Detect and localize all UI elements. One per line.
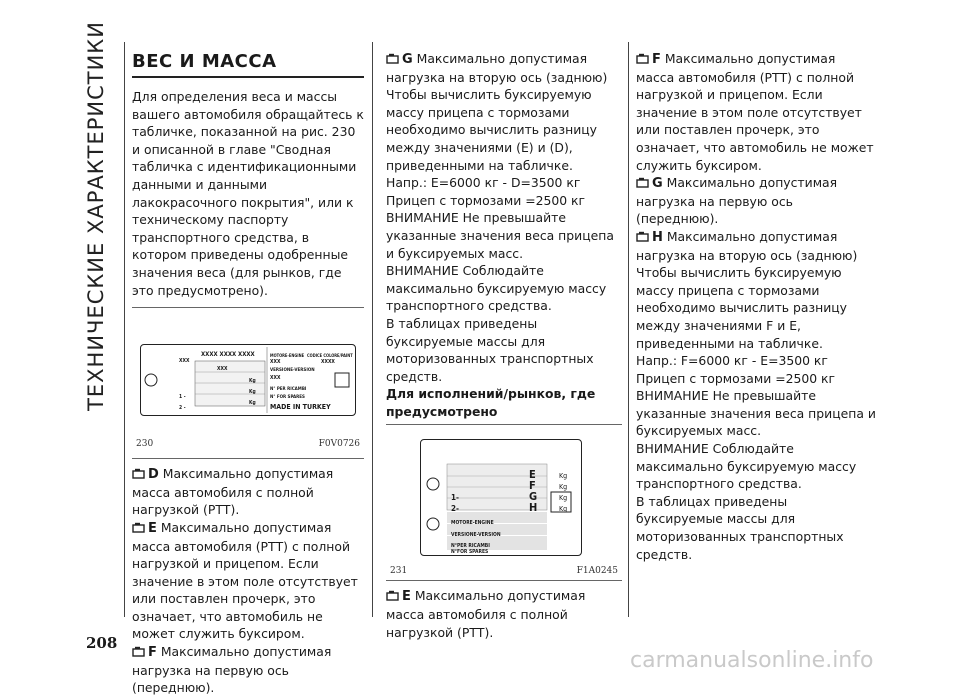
plate-bullet-icon <box>636 231 649 242</box>
id-plate-231 <box>420 439 582 556</box>
col1-item-list <box>132 465 364 697</box>
plate231-kg-4: Kg <box>559 505 568 514</box>
plate-field-item <box>132 465 364 519</box>
body-paragraph: Чтобы вычислить буксируемую массу прицепа с тормозами необходимо вычислить разницу между значениями (E) и (D), приведенными на табличке. <box>386 87 598 173</box>
plate-row-2: 2 - <box>179 405 186 412</box>
field-letter: E <box>402 589 411 605</box>
figure-231-caption <box>386 559 622 581</box>
field-letter: E <box>148 520 157 536</box>
figure-230 <box>132 308 364 458</box>
field-description: Максимально допустимая нагрузка на вторую ось (заднюю) <box>386 51 608 85</box>
field-letter: F <box>148 645 157 661</box>
field-letter: G <box>652 176 663 192</box>
page-number: 208 <box>86 634 118 652</box>
plate-field-item <box>386 587 622 641</box>
side-title-text: ТЕХНИЧЕСКИЕ ХАРАКТЕРИСТИКИ <box>84 21 109 411</box>
field-description: Максимально допустимая масса автомобиля с полной нагрузкой (РТТ). <box>386 588 586 640</box>
col2-paragraphs <box>386 86 622 385</box>
figure-230-caption <box>132 432 364 454</box>
margin-divider <box>124 42 125 617</box>
plate-field-item <box>636 228 876 264</box>
plate-codice: CODICE COLORE/PAINT <box>307 353 353 359</box>
plate-letter-H: H <box>529 501 538 515</box>
plate-code-top: XXXX XXXX XXXX <box>201 351 255 359</box>
plate-field-item <box>636 174 876 228</box>
plate-bullet-icon <box>132 646 145 657</box>
subheading-markets: Для исполнений/рынков, где предусмотрено <box>386 386 596 419</box>
plate-letter-F: F <box>529 479 536 493</box>
plate-bullet-icon <box>636 177 649 188</box>
plate231-row-2: 2- <box>451 504 459 514</box>
field-letter: H <box>652 229 663 245</box>
plate-xxx-3: XXX <box>270 359 281 366</box>
col3-item-list <box>636 50 876 264</box>
plate231-ricambi: N°PER RICAMBI <box>451 543 490 550</box>
field-description: Максимально допустимая нагрузка на первую ось (переднюю). <box>636 175 838 227</box>
plate-row-1: 1 - <box>179 394 186 401</box>
body-paragraph: ВНИМАНИЕ Не превышайте указанные значения веса прицепа и буксируемых масс. <box>636 388 876 439</box>
column-divider-1 <box>372 42 373 617</box>
field-description: Максимально допустимая масса автомобиля (РТТ) с полной нагрузкой и прицепом. Если значение в этом поле отсутствует или поставлен прочерк, это означает, что автомобиль не может служить буксиром. <box>132 519 358 642</box>
plate231-version: VERSIONE-VERSION <box>451 532 501 539</box>
body-paragraph: Напр.: F=6000 кг - E=3500 кг <box>636 353 828 369</box>
plate-bullet-icon <box>132 522 145 533</box>
field-description: Максимально допустимая нагрузка на вторую ось (заднюю) <box>636 228 858 263</box>
field-letter: D <box>148 467 159 483</box>
figure-231 <box>386 425 622 580</box>
figure-231-number: 231 <box>390 566 408 577</box>
plate-bullet-icon <box>636 53 649 64</box>
col3-paragraphs <box>636 264 876 563</box>
column-1 <box>132 50 364 697</box>
plate-xxx-4: XXX <box>270 375 281 382</box>
plate-field-item <box>636 50 876 174</box>
body-paragraph: В таблицах приведены буксируемые массы для моторизованных транспортных средств. <box>386 315 594 384</box>
plate231-motore: MOTORE-ENGINE <box>451 520 494 527</box>
body-paragraph: ВНИМАНИЕ Не превышайте указанные значения веса прицепа и буксируемых масс. <box>386 210 614 261</box>
plate231-row-1: 1- <box>451 493 459 503</box>
plate-kg-2: Kg <box>249 389 256 396</box>
body-paragraph: Напр.: E=6000 кг - D=3500 кг <box>386 175 581 191</box>
plate-motore: MOTORE-ENGINE <box>270 353 305 359</box>
body-paragraph: Прицеп с тормозами =2500 кг <box>386 192 586 208</box>
plate-bullet-icon <box>386 590 399 601</box>
body-paragraph: ВНИМАНИЕ Соблюдайте максимально буксируемую массу транспортного средства. <box>386 263 607 314</box>
col2-after-items <box>386 587 622 641</box>
plate-field-item <box>132 643 364 697</box>
column-3 <box>636 50 876 563</box>
plate231-kg-3: Kg <box>559 494 568 503</box>
plate-version: VERSIONE-VERSION <box>270 368 315 374</box>
intro-paragraph: Для определения веса и массы вашего автомобиля обращайтесь к табличке, показанной на рис. 230 и описанной в главе "Сводная табличка с идентификационными данными и данными лакокрасочного покрытия", или к техническому паспорту транспортного средства, в котором приведены одобренные значения веса (для рынков, где это предусмотрено). <box>132 89 364 298</box>
body-paragraph: Прицеп с тормозами =2500 кг <box>636 370 836 386</box>
section-heading: ВЕС И МАССА <box>132 51 277 72</box>
plate-xxxx: XXXX <box>321 359 335 366</box>
plate-xxx-1: XXX <box>179 358 190 365</box>
plate-letter-G: G <box>529 490 538 504</box>
field-letter: F <box>652 52 661 67</box>
figure-230-number: 230 <box>136 439 154 450</box>
plate-bullet-icon <box>386 53 399 64</box>
figure-230-code: F0V0726 <box>318 439 360 450</box>
field-description: Максимально допустимая нагрузка на первую ось (переднюю). <box>132 644 332 696</box>
field-letter: G <box>402 52 413 67</box>
column-divider-2 <box>628 42 629 617</box>
plate-letter-E: E <box>529 468 536 482</box>
plate231-spares: N°FOR SPARES <box>451 549 489 556</box>
plate-field-item <box>386 50 622 86</box>
body-paragraph: ВНИМАНИЕ Соблюдайте максимально буксируемую массу транспортного средства. <box>636 441 857 492</box>
body-paragraph: В таблицах приведены буксируемые массы для моторизованных транспортных средств. <box>636 493 844 562</box>
plate-231-drawing <box>421 440 581 555</box>
id-plate-230 <box>140 344 356 416</box>
figure-rule-bottom <box>132 458 364 459</box>
col2-item-list <box>386 50 622 86</box>
watermark: carmanualsonline.info <box>630 648 874 673</box>
heading-rule <box>132 76 364 78</box>
plate231-kg-1: Kg <box>559 472 568 481</box>
column-2 <box>386 50 622 641</box>
field-description: Максимально допустимая масса автомобиля с полной нагрузкой (РТТ). <box>132 466 334 518</box>
plate-ricambi: N° PER RICAMBI <box>270 387 307 393</box>
body-paragraph: Чтобы вычислить буксируемую массу прицепа с тормозами необходимо вычислить разницу между значениями F и E, приведенными на табличке. <box>636 265 848 351</box>
side-section-title <box>78 21 114 411</box>
plate-kg-1: Kg <box>249 378 256 385</box>
plate-bullet-icon <box>132 468 145 479</box>
plate-field-item <box>132 519 364 643</box>
field-description: Максимально допустимая масса автомобиля (РТТ) с полной нагрузкой и прицепом. Если значение в этом поле отсутствует или поставлен прочерк, это означает, что автомобиль не может служить буксиром. <box>636 51 874 173</box>
plate-xxx-2: XXX <box>217 366 228 373</box>
plate-kg-3: Kg <box>249 400 256 407</box>
plate-spares: N° FOR SPARES <box>270 395 305 401</box>
figure-231-code: F1A0245 <box>576 566 618 577</box>
plate-made-in: MADE IN TURKEY <box>270 403 331 412</box>
plate231-kg-2: Kg <box>559 483 568 492</box>
